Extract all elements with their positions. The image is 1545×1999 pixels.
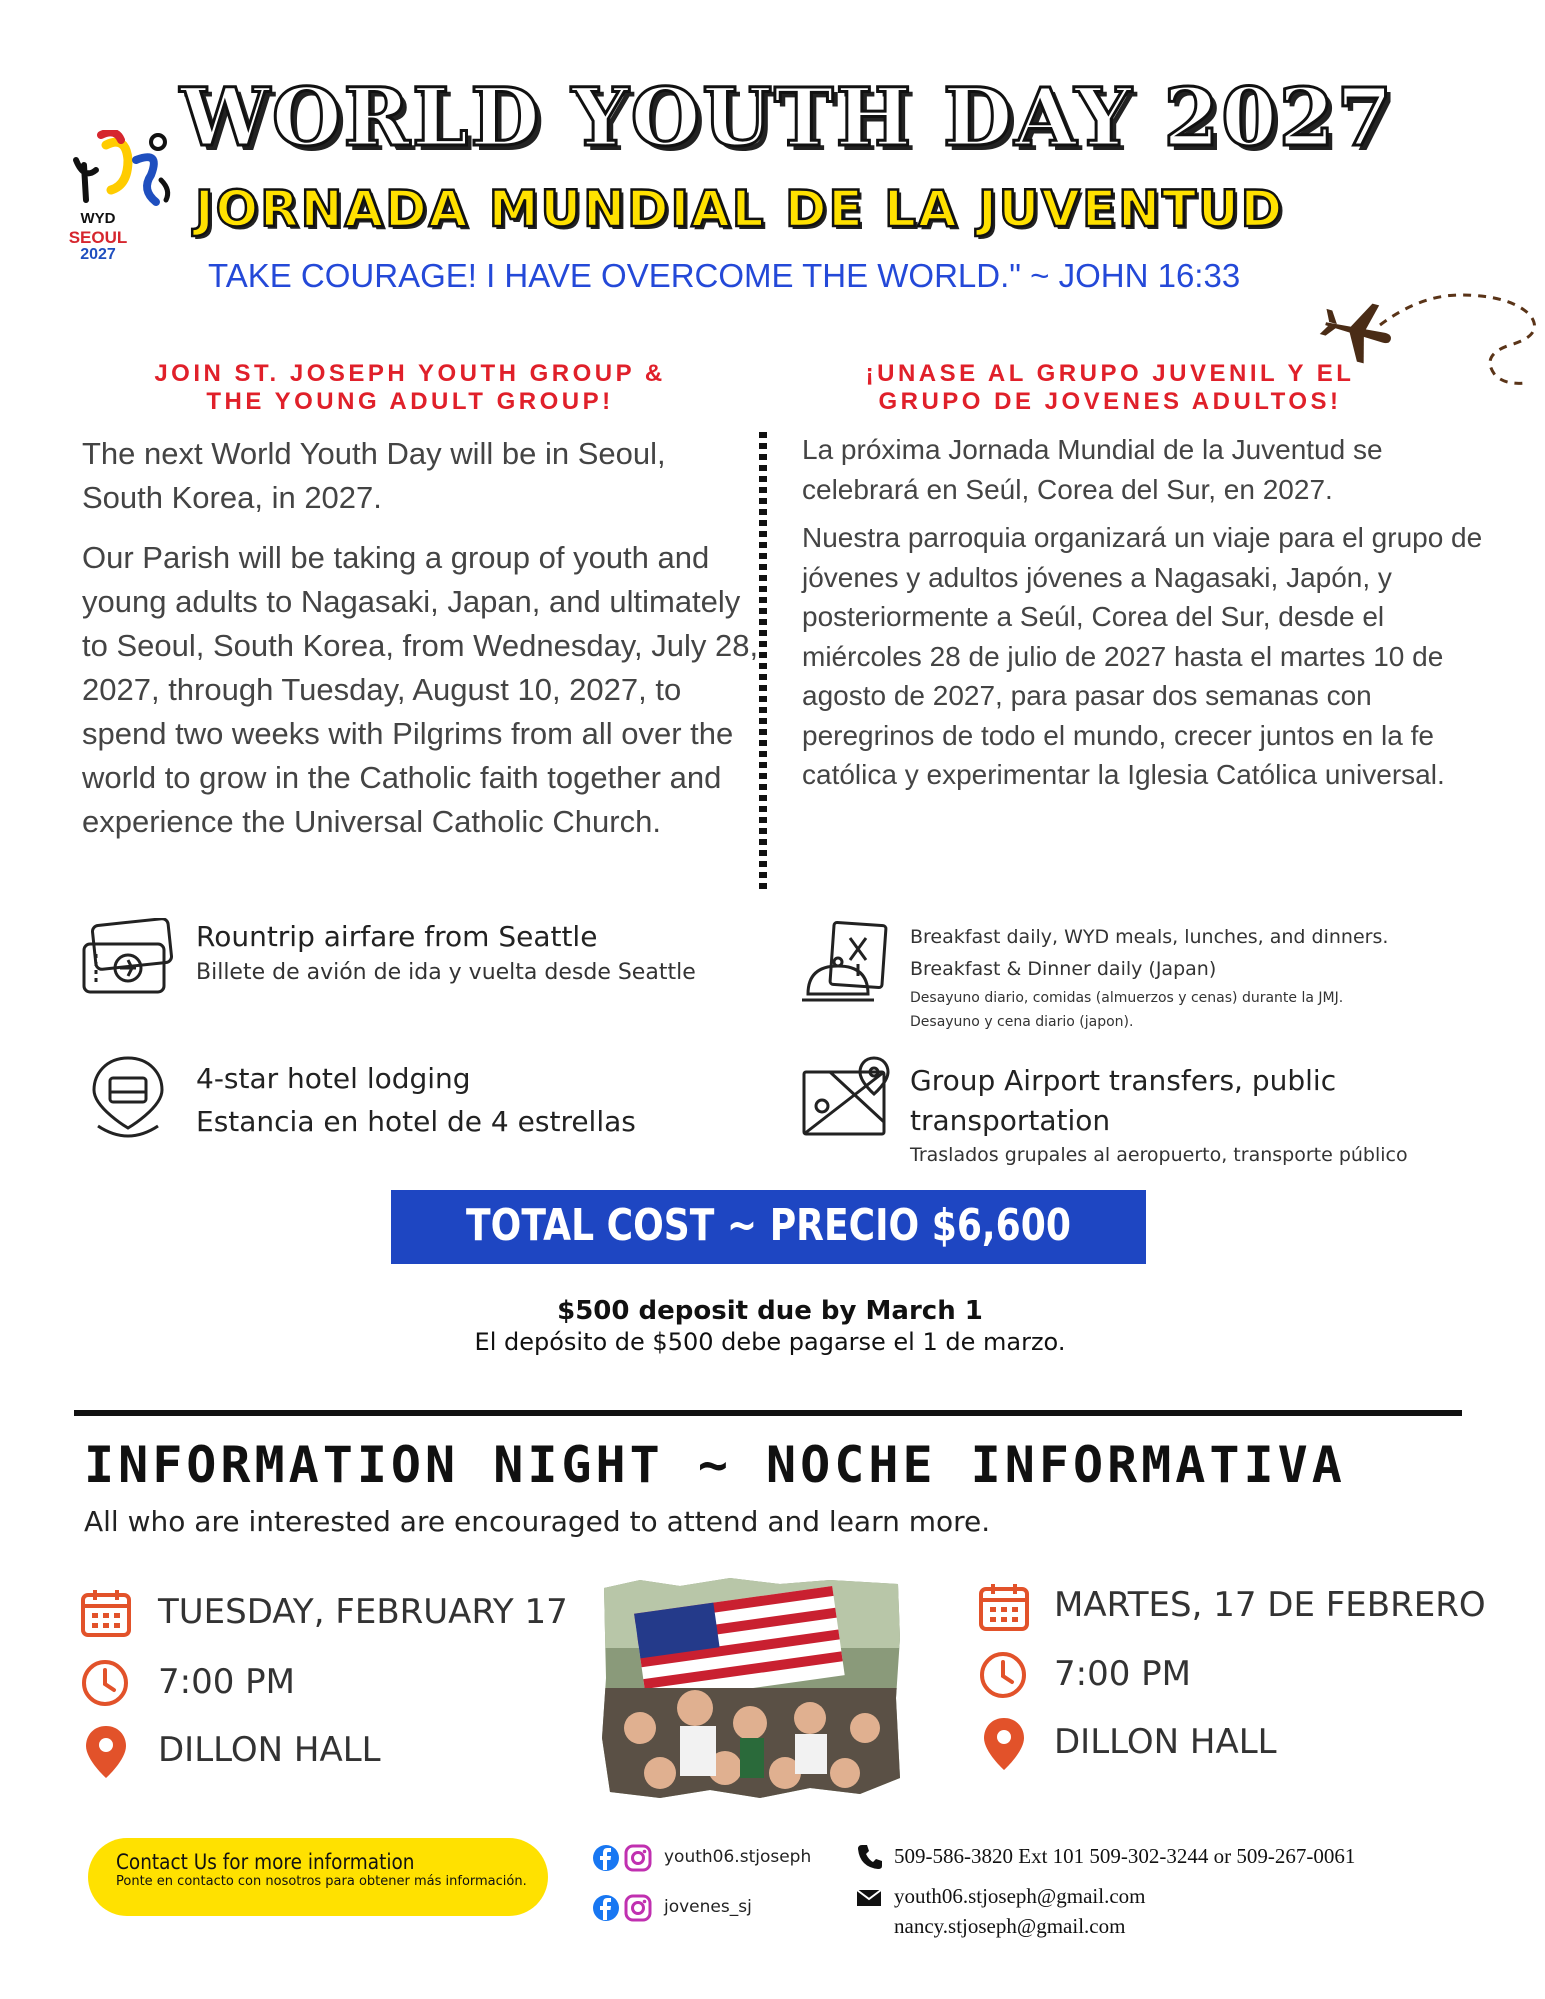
social-handle-1: youth06.stjoseph [664, 1847, 812, 1867]
contact-pill-subtitle: Ponte en contacto con nosotros para obtener más información. [116, 1874, 527, 1889]
join-heading-english [90, 360, 730, 416]
page-subtitle: JORNADA MUNDIAL DE LA JUVENTUD [195, 180, 1285, 238]
feature-meals-subtitle-2: Desayuno y cena diario (japon). [910, 1014, 1134, 1030]
spanish-paragraph-1: La próxima Jornada Mundial de la Juventud se celebrará en Seúl, Corea del Sur, en 2027. [802, 434, 1383, 505]
event-time-spanish: 7:00 PM [1054, 1654, 1191, 1694]
logo-city-text: SEOUL [68, 228, 128, 247]
contact-email-1: youth06.stjoseph@gmail.com [894, 1884, 1146, 1908]
clock-icon [978, 1650, 1028, 1700]
social-handle-2: jovenes_sj [664, 1897, 752, 1917]
phone-icon [856, 1843, 884, 1871]
calendar-icon [80, 1588, 132, 1638]
feature-hotel-title: 4-star hotel lodging [196, 1062, 471, 1095]
contact-email-2: nancy.stjoseph@gmail.com [894, 1914, 1126, 1938]
calendar-icon [978, 1582, 1030, 1632]
feature-transfers-subtitle: Traslados grupales al aeropuerto, transporte público [910, 1144, 1408, 1166]
event-date-spanish: MARTES, 17 DE FEBRERO [1054, 1585, 1486, 1625]
spanish-paragraph-2: Nuestra parroquia organizará un viaje para el grupo de jóvenes y adultos jóvenes a Nagasaki, Japón, y posteriormente a Seúl, Corea del Sur, desde el miércoles 28 de julio de 2027 hasta el martes 10 de agosto de 2027, para pasar dos semanas con peregrinos de todo el mundo, crecer juntos en la fe católica y experimentar la Iglesia Católica universal. [802, 522, 1483, 790]
english-paragraph-2: Our Parish will be taking a group of youth and young adults to Nagasaki, Japan, and ultimately to Seoul, South Korea, from Wednesday, July 28, 2027, through Tuesday, August 10, 2027, to spend two weeks with Pilgrims from all over the world to grow in the Catholic faith together and experience the Universal Catholic Church. [82, 540, 759, 839]
scripture-verse: TAKE COURAGE! I HAVE OVERCOME THE WORLD." ~ JOHN 16:33 [208, 257, 1241, 294]
location-pin-icon [982, 1716, 1026, 1772]
feature-transfers-title-1: Group Airport transfers, public [910, 1064, 1337, 1097]
deposit-spanish: El depósito de $500 debe pagarse el 1 de marzo. [474, 1328, 1066, 1356]
column-divider [759, 432, 767, 892]
feature-airfare-subtitle: Billete de avión de ida y vuelta desde Seattle [196, 960, 696, 985]
feature-meals-title-2: Breakfast & Dinner daily (Japan) [910, 958, 1217, 980]
join-heading-spanish-line2: GRUPO DE JOVENES ADULTOS! [878, 388, 1342, 415]
facebook-instagram-icon [592, 1893, 654, 1923]
join-heading-spanish [790, 360, 1430, 416]
event-time-english: 7:00 PM [158, 1662, 295, 1702]
event-place-english: DILLON HALL [158, 1730, 381, 1770]
deposit-english: $500 deposit due by March 1 [557, 1296, 983, 1326]
info-night-title: INFORMATION NIGHT ~ NOCHE INFORMATIVA [84, 1436, 1346, 1494]
facebook-instagram-icon [592, 1843, 654, 1873]
logo-wyd-text: WYD [80, 210, 116, 227]
logo-year-text: 2027 [80, 246, 116, 263]
section-divider [74, 1410, 1462, 1416]
info-night-subtitle: All who are interested are encouraged to attend and learn more. [84, 1505, 991, 1538]
hotel-location-icon [84, 1054, 172, 1144]
join-heading-english-line1: JOIN ST. JOSEPH YOUTH GROUP & [154, 360, 666, 387]
contact-phones: 509-586-3820 Ext 101 509-302-3244 or 509-267-0061 [894, 1844, 1356, 1868]
page-title: WORLD YOUTH DAY 2027 [180, 70, 1395, 164]
contact-pill-title: Contact Us for more information [116, 1850, 415, 1874]
clock-icon [80, 1658, 130, 1708]
feature-transfers-title-2: transportation [910, 1104, 1111, 1137]
join-heading-spanish-line1: ¡UNASE AL GRUPO JUVENIL Y EL [865, 360, 1355, 387]
join-heading-english-line2: THE YOUNG ADULT GROUP! [206, 388, 614, 415]
feature-meals-title-1: Breakfast daily, WYD meals, lunches, and dinners. [910, 926, 1389, 948]
feature-airfare-title: Rountrip airfare from Seattle [196, 920, 598, 953]
feature-hotel-subtitle: Estancia en hotel de 4 estrellas [196, 1105, 636, 1138]
event-date-english: TUESDAY, FEBRUARY 17 [158, 1592, 568, 1632]
pilgrims-with-flag-photo [600, 1578, 902, 1800]
total-cost-text: TOTAL COST ~ PRECIO $6,600 [466, 1200, 1071, 1251]
location-pin-icon [84, 1724, 128, 1780]
event-place-spanish: DILLON HALL [1054, 1722, 1277, 1762]
english-paragraph-1: The next World Youth Day will be in Seoul, South Korea, in 2027. [82, 436, 666, 515]
map-location-icon [800, 1054, 896, 1140]
airline-ticket-icon [80, 918, 176, 998]
email-icon [856, 1888, 882, 1908]
feature-meals-subtitle-1: Desayuno diario, comidas (almuerzos y cenas) durante la JMJ. [910, 990, 1344, 1006]
meal-menu-icon [800, 920, 896, 1012]
